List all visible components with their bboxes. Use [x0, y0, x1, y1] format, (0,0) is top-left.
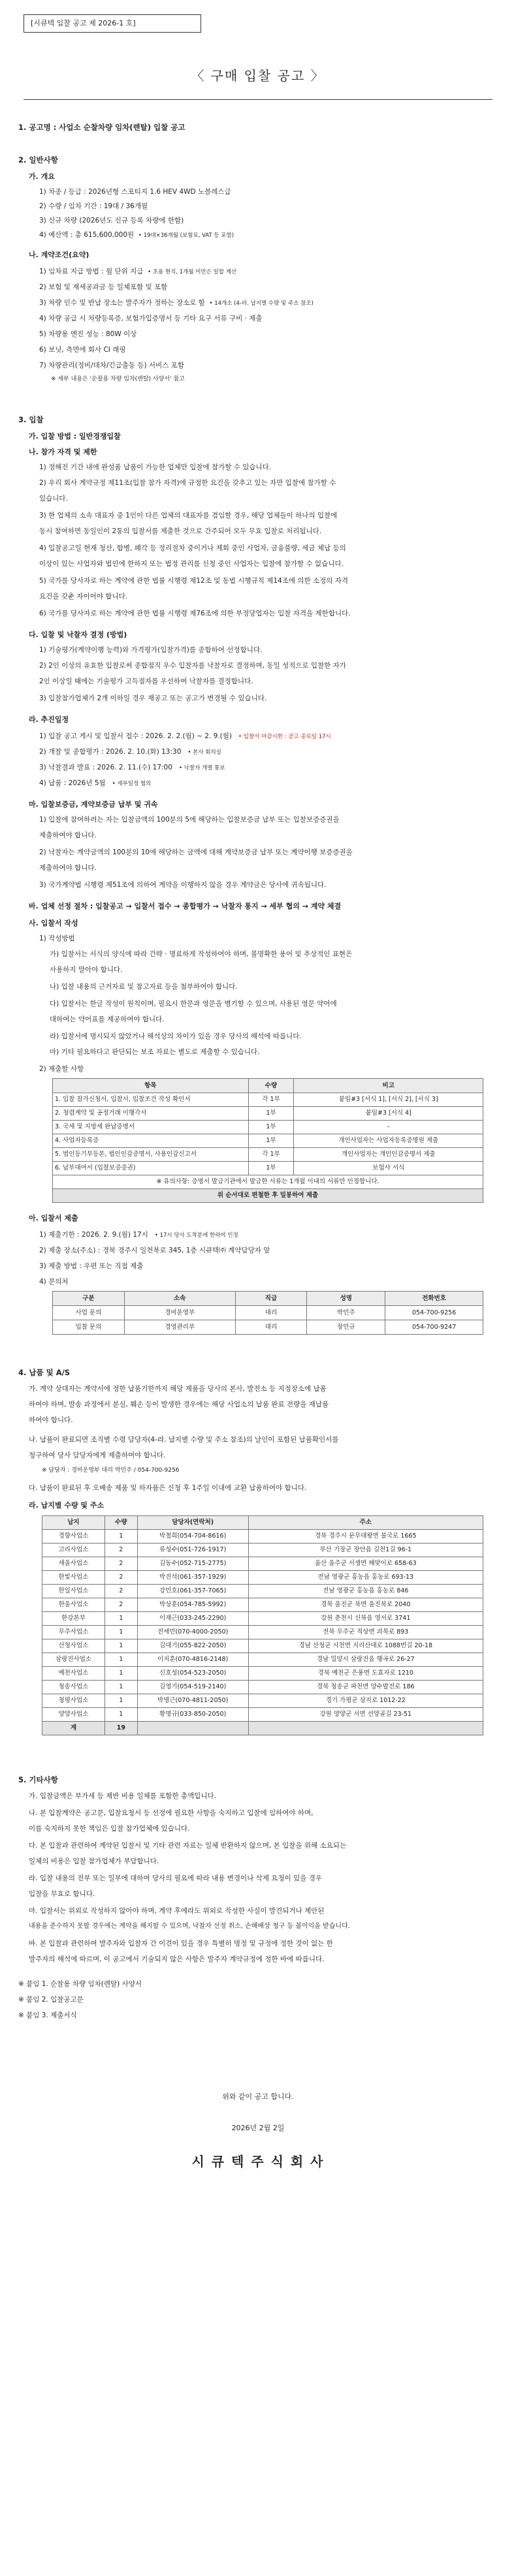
issue-date: 2026년 2월 2일 — [231, 2124, 285, 2132]
table-row — [42, 1571, 483, 1585]
delivery-line: 하여야 합니다. — [29, 1416, 73, 1424]
contract-item-text: 2) 보험 및 재세공과금 등 일체포함 및 포함 — [39, 283, 168, 291]
qualification-line: 5) 국가를 당사자로 하는 계약에 관한 법률 시행령 제12조 및 동법 시행규칙 제14조에 의한 소정의 자격 — [39, 577, 348, 585]
delivery-line: 가. 계약 상대자는 계약서에 정한 납품기한까지 해당 제품을 당사의 본사, 발전소 등 지정장소에 납품 — [29, 1385, 327, 1393]
table-note: 위 순서대로 편철한 후 밀봉하여 제출 — [53, 1189, 483, 1203]
table-cell: 2 — [105, 1544, 137, 1557]
table-row — [42, 1694, 483, 1708]
qualification-line: 요건을 갖춘 자이어야 합니다. — [39, 593, 128, 600]
qualification-line: 동시 참여하면 동일인이 2통의 입찰서를 제출한 것으로 간주되어 모두 무효 입찰로 처리됩니다. — [39, 527, 322, 535]
table-cell: 대리 — [235, 1306, 307, 1320]
misc-line: 일체의 비용은 입찰 참가업체가 부담합니다. — [29, 1857, 159, 1865]
table-cell: 2 — [105, 1598, 137, 1612]
total-label: 계 — [42, 1722, 105, 1735]
section-4-ra: 라. 납지별 수량 및 주소 — [29, 1501, 105, 1510]
writing-method-line: 다) 입찰서는 한글 작성이 원칙이며, 필요시 한문과 영문을 병기할 수 있으며, 사용된 영문 약어에 — [50, 1000, 337, 1008]
table-cell: 각 1부 — [248, 1093, 294, 1107]
contact-table-header — [53, 1292, 483, 1306]
table-cell: 한빛사업소 — [42, 1571, 105, 1585]
writing-method-line: 사용하지 말아야 합니다. — [50, 966, 123, 974]
schedule-item — [39, 764, 225, 772]
table-cell: 삼랑진사업소 — [42, 1653, 105, 1667]
deposit-line: 3) 국가계약법 시행령 제51조에 의하여 계약을 이행하지 않을 경우 계약금은 당사에 귀속됩니다. — [39, 881, 327, 889]
attachment-item: ※ 붙임 1. 순찰용 차량 임차(렌탈) 사양서 — [18, 1980, 142, 1988]
table-row — [53, 1148, 483, 1162]
table-cell — [248, 1722, 483, 1735]
table-cell: 경영관리부 — [124, 1320, 235, 1335]
table-cell: 보험사 서식 — [294, 1162, 483, 1175]
submission-table-header — [53, 1079, 483, 1093]
qualification-line: 3) 한 업체의 소속 대표자 중 1인이 다른 업체의 대표자를 겸임할 경우, 해당 업체들이 하나의 입찰에 — [39, 512, 338, 520]
table-cell: 전북 무주군 적상면 괴목로 893 — [248, 1626, 483, 1639]
deposit-line: 제출하여야 합니다. — [39, 831, 97, 839]
table-cell: 개인사업자는 사업자등록증명원 제출 — [294, 1134, 483, 1148]
selection-line: 1) 기술평가(계약이행 능력)와 가격평가(입찰가격)를 종합하여 선정합니다. — [39, 646, 263, 654]
table-cell: 부산 기장군 장안읍 길천1길 96-1 — [248, 1544, 483, 1557]
table-row — [42, 1598, 483, 1612]
schedule-item-text: 3) 낙찰결과 발표 : 2026. 2. 11.(수) 17:00 — [39, 764, 172, 771]
qualification-line: 1) 정해진 기간 내에 완성품 납품이 가능한 업체만 입찰에 참가할 수 있습니다. — [39, 463, 272, 471]
table-cell: 1 — [105, 1708, 137, 1722]
table-cell: 무주사업소 — [42, 1626, 105, 1639]
table-cell: 입찰 문의 — [53, 1320, 125, 1335]
table-cell: 한일사업소 — [42, 1585, 105, 1598]
submission-item — [39, 1278, 69, 1286]
table-cell: 054-700-9256 — [385, 1306, 483, 1320]
table-row — [42, 1585, 483, 1598]
table-cell: 양양사업소 — [42, 1708, 105, 1722]
misc-line: 바. 본 입찰과 관련하여 발주자와 입찰자 간 이견이 있을 경우 특별히 명정 및 규정에 정한 것이 없는 한 — [29, 1940, 333, 1948]
writing-method-line: 대하여는 약어표를 제공하여야 합니다. — [50, 1016, 165, 1023]
table-cell: 개인사업자는 개인인감증명서 제출 — [294, 1148, 483, 1162]
column-header: 납지 — [42, 1516, 105, 1530]
table-cell: 1부 — [248, 1162, 294, 1175]
table-row — [42, 1544, 483, 1557]
contract-item-text: 1) 임차료 지급 방법 : 월 단위 지급 — [39, 268, 144, 275]
submission-item — [39, 1247, 270, 1255]
writing-method-line: 마) 기타 필요하다고 판단되는 보조 자료는 별도로 제출할 수 있습니다. — [50, 1048, 260, 1056]
table-cell: 경북 예천군 은풍면 도효자로 1210 — [248, 1667, 483, 1681]
schedule-item — [39, 732, 331, 741]
table-cell: 청송사업소 — [42, 1681, 105, 1694]
table-cell: 울산 울주군 서생면 해맞이로 658-63 — [248, 1557, 483, 1571]
table-cell: 김영기(054-519-2140) — [137, 1681, 248, 1694]
column-header: 수량 — [105, 1516, 137, 1530]
misc-line: 내용을 준수하지 못할 경우에는 계약을 해지할 수 있으며, 낙찰자 선정 취소, 손해배상 청구 등 불이익을 받습니다. — [29, 1923, 350, 1930]
schedule-item-text: 4) 납품 : 2026년 5월 — [39, 779, 106, 787]
column-header: 전화번호 — [385, 1292, 483, 1306]
table-cell: 장민규 — [307, 1320, 385, 1335]
section-1-title: 1. 공고명 : 사업소 순찰차량 임차(렌탈) 입찰 공고 — [18, 123, 185, 132]
table-row — [42, 1681, 483, 1694]
section-3-ah: 아. 입찰서 제출 — [29, 1214, 78, 1222]
submission-item-text: 1) 제출기한 : 2026. 2. 9.(월) 17시 — [39, 1231, 148, 1239]
table-cell: 황명규(033-850-2050) — [137, 1708, 248, 1722]
contract-item-text: 5) 차량용 엔진 성능 : 80W 이상 — [39, 330, 137, 338]
contract-note: ※ 세부 내용은 '순찰용 차량 임차(렌탈) 사양서' 참고 — [51, 376, 185, 382]
qualification-line: 4) 입찰공고일 현재 청산, 합병, 폐각 등 정리절차 중이거나 제회 중인 사업자, 금융불량, 세금 체납 등의 — [39, 544, 346, 552]
table-row — [53, 1306, 483, 1320]
section-3-ma: 마. 입찰보증금, 계약보증금 납부 및 귀속 — [29, 800, 158, 809]
table-cell: 고리사업소 — [42, 1544, 105, 1557]
qualification-line: 이상이 있는 사업자와 법인에 한하지 또는 법정 관리를 신청 중인 사업자는 입찰에 참가할 수 없습니다. — [39, 560, 344, 568]
qualification-line: 2) 우리 회사 계약규정 제11조(입찰 참가 자격)에 규정한 요건을 갖추고 있는 자만 입찰에 참가할 수 — [39, 479, 336, 487]
misc-line: 입찰을 무효로 합니다. — [29, 1890, 95, 1898]
table-cell: 강원 양양군 서면 선양골길 23-51 — [248, 1708, 483, 1722]
misc-line: 마. 입찰서는 위외로 작성하지 않아야 하며, 계약 후에라도 위외로 작성한 사실이 발견되거나 제안된 — [29, 1907, 325, 1915]
table-cell: 2 — [105, 1571, 137, 1585]
total-value: 19 — [105, 1722, 137, 1735]
schedule-item-note: • 낙찰자 개별 통보 — [178, 765, 225, 771]
table-row — [42, 1626, 483, 1639]
table-cell: 박철희(054-704-8616) — [137, 1530, 248, 1544]
table-cell: 1 — [105, 1639, 137, 1653]
table-cell: 1 — [105, 1694, 137, 1708]
schedule-item-note: • 입찰서 마감시한 : 공고 종료일 17시 — [238, 734, 331, 740]
section-2-ga: 가. 개요 — [29, 172, 55, 181]
submission-item — [39, 1231, 238, 1239]
table-cell: 1 — [105, 1530, 137, 1544]
column-header: 수량 — [248, 1079, 294, 1093]
contract-item — [39, 283, 167, 292]
closing-text: 위와 같이 공고 합니다. — [222, 2092, 294, 2101]
column-header: 주소 — [248, 1516, 483, 1530]
column-header: 성명 — [307, 1292, 385, 1306]
title-divider — [24, 99, 492, 100]
table-cell: 2. 청렴계약 및 공정거래 이행각서 — [53, 1107, 249, 1121]
table-cell: 각 1부 — [248, 1148, 294, 1162]
site-table-header — [42, 1516, 483, 1530]
delivery-line: 나. 납품이 완료되면 조직별 수령 담당자(4-라. 납지별 수량 및 주소 참조)의 날인이 포함된 납품확인서를 — [29, 1436, 339, 1444]
table-row — [42, 1612, 483, 1626]
table-cell: 박진석(061-357-1929) — [137, 1571, 248, 1585]
overview-item: 3) 신규 차량 (2026년도 신규 등록 차량에 한함) — [39, 217, 184, 225]
schedule-item-note: • 세부일정 협의 — [112, 781, 152, 787]
table-cell: 새울사업소 — [42, 1557, 105, 1571]
submission-items-title: 2) 제출할 사항 — [39, 1065, 84, 1073]
overview-item: 2) 수량 / 임차 기간 : 19대 / 36개월 — [39, 202, 148, 210]
schedule-item-text: 1) 입찰 공고 게시 및 입찰서 접수 : 2026. 2. 2.(월) ~ 2. 9.(월) — [39, 732, 233, 740]
deposit-line: 2) 낙찰자는 계약금액의 100분의 10에 해당하는 금액에 대해 계약보증금 납부 또는 계약이행 보증증권을 — [39, 848, 353, 856]
contract-item — [39, 299, 314, 307]
column-header: 항목 — [53, 1079, 249, 1093]
table-cell: 6. 납부대여서 (입찰보증증권) — [53, 1162, 249, 1175]
table-cell: 1 — [105, 1653, 137, 1667]
qualification-line: 6) 국가를 당사자로 하는 계약에 관한 법률 시행령 제76조에 의한 부정당업자는 입찰 자격을 제한합니다. — [39, 610, 351, 617]
table-cell: 4. 사업자등록증 — [53, 1134, 249, 1148]
section-3-da: 다. 입찰 및 낙찰자 결정 (방법) — [29, 630, 127, 639]
table-cell: 경기 가평군 상지로 1012-22 — [248, 1694, 483, 1708]
section-5-title: 5. 기타사항 — [18, 1775, 58, 1784]
table-cell: 1 — [105, 1626, 137, 1639]
table-cell: 김동수(052-715-2775) — [137, 1557, 248, 1571]
writing-method-line: 가) 입찰서는 서식의 양식에 따라 간략 · 명료하게 작성하여야 하며, 불명확한 용어 및 추상적인 표현은 — [50, 950, 353, 958]
table-note-row — [53, 1189, 483, 1203]
selection-line: 3) 입찰참가업체가 2개 이하일 경우 재공고 또는 공고가 변경될 수 있습니다. — [39, 694, 267, 702]
table-cell: 5. 법인등기부등본, 법인인감증명서, 사용인감신고서 — [53, 1148, 249, 1162]
delivery-line: 다. 납품이 완료된 후 오배송 제품 및 하자품은 신청 후 1주일 이내에 교환 납품하여야 합니다. — [29, 1484, 307, 1492]
table-row — [42, 1639, 483, 1653]
deposit-line: 제출하여야 합니다. — [39, 864, 97, 872]
table-cell: 산청사업소 — [42, 1639, 105, 1653]
column-header: 비고 — [294, 1079, 483, 1093]
table-row — [53, 1320, 483, 1335]
table-row — [53, 1093, 483, 1107]
misc-line: 가. 입찰금액은 부가세 등 제반 비용 일체를 포함한 총액입니다. — [29, 1792, 216, 1800]
company-name: 시 큐 텍 주 식 회 사 — [191, 2154, 325, 2169]
table-cell: 붙임#3 [서식 1], [서식 2], [서식 3] — [294, 1093, 483, 1107]
selection-line: 2) 2인 이상의 유효한 입찰로써 종합점직 우수 입찰자를 낙찰자로 결정하며, 동일 성적으로 입찰한 자가 — [39, 662, 346, 670]
table-cell: 2 — [105, 1585, 137, 1598]
table-row — [42, 1708, 483, 1722]
table-cell: 김대기(055-822-2050) — [137, 1639, 248, 1653]
misc-line: 라. 입찰 내용의 전부 또는 일부에 대하여 당사의 필요에 따라 내용 변경이나 삭제 요청이 있을 경우 — [29, 1874, 322, 1882]
overview-budget — [39, 231, 234, 240]
column-header: 구분 — [53, 1292, 125, 1306]
writing-method-title: 1) 작성방법 — [39, 935, 75, 942]
table-cell: 대리 — [235, 1320, 307, 1335]
table-cell: 사업 문의 — [53, 1306, 125, 1320]
delivery-line: 하여야 하며, 발송 과정에서 분실, 훼손 등이 발생한 경우에는 해당 사업소의 납품 완료 전량을 재납품 — [29, 1401, 329, 1408]
table-cell: 류성수(051-726-1917) — [137, 1544, 248, 1557]
document-title: 〈 구매 입찰 공고 〉 — [191, 68, 325, 84]
submission-item-text: 2) 제출 장소(주소) : 경북 경주시 일천북로 345, 1층 시큐텍㈜ 계약담당자 앞 — [39, 1247, 270, 1254]
table-cell: 1. 입찰 참가신청서, 입찰서, 입찰조건 작성 확인서 — [53, 1093, 249, 1107]
table-row — [53, 1134, 483, 1148]
table-cell: - — [294, 1121, 483, 1134]
table-cell: 경남 밀양시 삼랑진읍 행곡로 26-27 — [248, 1653, 483, 1667]
budget-note: • 19대×36개월 (보험료, VAT 등 포함) — [138, 232, 234, 239]
table-cell: 전세민(070-4000-2050) — [137, 1626, 248, 1639]
table-cell: 1 — [105, 1681, 137, 1694]
schedule-item — [39, 779, 151, 788]
table-cell: 전남 영광군 홍농읍 홍농로 693-13 — [248, 1571, 483, 1585]
table-row — [42, 1653, 483, 1667]
overview-item: 1) 차종 / 등급 : 2026년형 스포티지 1.6 HEV 4WD 노블레스급 — [39, 188, 231, 196]
table-cell: 경북 청송군 파천면 양수발전로 186 — [248, 1681, 483, 1694]
column-header: 소속 — [124, 1292, 235, 1306]
table-total-row — [42, 1722, 483, 1735]
site-table — [42, 1515, 483, 1735]
table-cell: 신호성(054-523-2050) — [137, 1667, 248, 1681]
table-cell: 붙임#3 [서식 4] — [294, 1107, 483, 1121]
table-cell: 경북 울진군 북면 울진북로 2040 — [248, 1598, 483, 1612]
writing-method-line: 나) 입찰 내용의 근거자료 및 참고자료 등을 첨부하여야 합니다. — [50, 983, 238, 991]
attachment-item: ※ 붙임 2. 입찰공고문 — [18, 1996, 84, 2004]
table-cell: 강민호(061-357-7065) — [137, 1585, 248, 1598]
table-cell: 1부 — [248, 1107, 294, 1121]
misc-line: 이를 숙지하지 못한 책임은 입찰 참가업체에 있습니다. — [29, 1825, 190, 1833]
section-2-na: 나. 계약조건(요약) — [29, 251, 89, 259]
contract-item — [39, 268, 236, 276]
schedule-item — [39, 748, 221, 756]
table-cell: 예천사업소 — [42, 1667, 105, 1681]
contract-item-text: 3) 차량 인수 및 반납 장소는 발주자가 정하는 장소로 함 — [39, 299, 205, 307]
contract-item-text: 6) 보닛, 측면에 회사 CI 래핑 — [39, 346, 126, 354]
table-row — [53, 1121, 483, 1134]
contract-item-text: 7) 차량관리(정비/대차/긴급출동 등) 서비스 포함 — [39, 362, 184, 369]
table-cell: 한강본부 — [42, 1612, 105, 1626]
table-cell: 1 — [105, 1667, 137, 1681]
table-cell: 2 — [105, 1557, 137, 1571]
submission-table — [52, 1078, 483, 1203]
section-3-sa: 사. 입찰서 작성 — [29, 919, 78, 927]
table-row — [53, 1162, 483, 1175]
misc-line: 다. 본 입찰과 관련하여 계약된 입찰서 및 기타 관련 자료는 일체 반환하지 않으며, 본 입찰을 위해 소요되는 — [29, 1842, 347, 1850]
misc-line: 나. 본 입찰계약은 공고문, 입찰요청서 등 선정에 필요한 사항을 숙지하고 입찰에 임하여야 하며, — [29, 1809, 314, 1817]
column-header: 직급 — [235, 1292, 307, 1306]
table-cell: 이지훈(070-4816-2148) — [137, 1653, 248, 1667]
table-row — [53, 1107, 483, 1121]
table-cell: 054-700-9247 — [385, 1320, 483, 1335]
contract-item — [39, 315, 263, 323]
column-header: 담당자(연락처) — [137, 1516, 248, 1530]
contract-item-note: • 초용 현직, 1개월 미만은 일할 계산 — [148, 269, 237, 275]
deposit-line: 1) 입찰에 참여하려는 자는 입찰금액의 100분의 5에 해당하는 입찰보증금 납부 또는 입찰보증증권을 — [39, 816, 340, 824]
section-3-ba: 바. 업체 선정 절차 : 입찰공고 → 입찰서 접수 → 종합평가 → 낙찰자 통지 → 세부 협의 → 계약 체결 — [29, 902, 342, 910]
contact-table — [52, 1291, 483, 1335]
attachment-item: ※ 붙임 3. 제출서식 — [18, 2011, 77, 2019]
table-cell — [137, 1722, 248, 1735]
table-cell: 전남 영광군 홍농읍 홍농로 846 — [248, 1585, 483, 1598]
schedule-item-note: • 본사 회의실 — [187, 749, 221, 756]
section-3-title: 3. 입찰 — [18, 415, 44, 424]
table-cell: 한울사업소 — [42, 1598, 105, 1612]
contract-item — [39, 330, 137, 339]
table-row — [42, 1667, 483, 1681]
section-3-na: 나. 참가 자격 및 제한 — [29, 448, 97, 456]
table-cell: 박상훈(054-785-5992) — [137, 1598, 248, 1612]
table-row — [42, 1530, 483, 1544]
table-cell: 경남 산청군 시천면 지리산대로 1088번길 20-18 — [248, 1639, 483, 1653]
section-2-title: 2. 일반사항 — [18, 155, 58, 164]
writing-method-line: 라) 입찰서에 명시되지 않았거나 해석상의 차이가 있을 경우 당사의 해석에 따릅니다. — [50, 1032, 302, 1040]
section-3-ra: 라. 추진일정 — [29, 715, 69, 724]
contract-item — [39, 362, 184, 370]
submission-item-text: 4) 문의처 — [39, 1278, 69, 1286]
delivery-contact-note: ※ 담당자 : 경비운영부 대리 박민주 / 054-700-9256 — [42, 1467, 180, 1474]
delivery-line: 청구하여 당사 담당자에게 제출하여야 합니다. — [29, 1451, 166, 1459]
section-4-title: 4. 납품 및 A/S — [18, 1368, 71, 1377]
table-note-row — [53, 1175, 483, 1189]
table-note: ※ 유의사항: 증명서 발급기관에서 발급한 서류는 1개월 이내의 서류만 인정합니다. — [53, 1175, 483, 1189]
table-cell: 1부 — [248, 1134, 294, 1148]
schedule-item-text: 2) 개찰 및 종합평가 : 2026. 2. 10.(화) 13:30 — [39, 748, 182, 756]
table-row — [42, 1557, 483, 1571]
table-cell: 이재근(033-245-2290) — [137, 1612, 248, 1626]
contract-item-text: 4) 차량 공급 시 차량등록증, 보험가입증명서 등 기타 요구 서류 구비 · 제출 — [39, 315, 263, 322]
selection-line: 2인 이상일 때에는 기술평가 고득점자를 우선하여 낙찰자를 결정합니다. — [39, 677, 253, 685]
misc-line: 발주자의 해석에 따르며, 이 공고에서 기술되지 않은 사항은 발주자 계약규정에 정한 바에 따릅니다. — [29, 1955, 325, 1963]
qualification-line: 있습니다. — [39, 495, 68, 503]
notice-number: [시큐텍 입찰 공고 제 2026-1 호] — [24, 14, 201, 33]
table-cell: 박명근(070-4811-2050) — [137, 1694, 248, 1708]
section-3-ga: 가. 입찰 방법 : 일반경쟁입찰 — [29, 432, 121, 441]
budget-text: 4) 예산액 : 총 615,600,000원 — [39, 231, 135, 239]
table-cell: 박민주 — [307, 1306, 385, 1320]
submission-item — [39, 1262, 143, 1271]
submission-item-text: 3) 제출 방법 : 우편 또는 직접 제출 — [39, 1262, 144, 1270]
contract-item — [39, 346, 126, 354]
table-cell: 경비운영부 — [124, 1306, 235, 1320]
table-cell: 1 — [105, 1612, 137, 1626]
table-cell: 경향사업소 — [42, 1530, 105, 1544]
table-cell: 1부 — [248, 1121, 294, 1134]
table-cell: 3. 국세 및 지방세 완납증명서 — [53, 1121, 249, 1134]
contract-item-note: • 14개소 (4-라. 납지별 수량 및 주소 참조) — [209, 300, 314, 307]
table-cell: 강원 춘천시 신북읍 영서로 3741 — [248, 1612, 483, 1626]
submission-item-note: • 17시 당사 도착분에 한하여 인정 — [154, 1232, 238, 1239]
table-cell: 경북 경주시 문무대왕면 불국로 1665 — [248, 1530, 483, 1544]
table-cell: 청평사업소 — [42, 1694, 105, 1708]
